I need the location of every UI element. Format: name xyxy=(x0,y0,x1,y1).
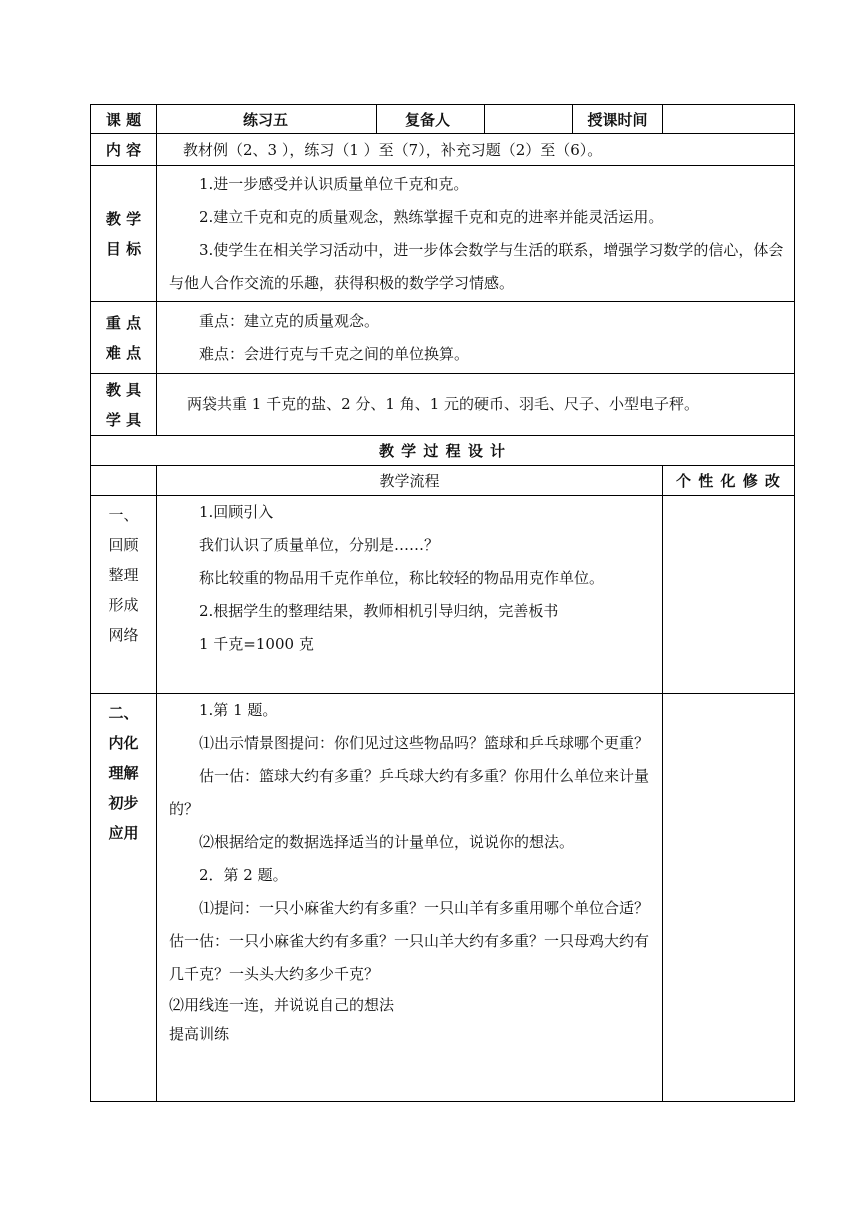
section-2-notes xyxy=(663,694,795,1102)
keypoint-2: 难点：会进行克与千克之间的单位换算。 xyxy=(199,344,470,363)
topic-value: 练习五 xyxy=(157,105,377,134)
time-label: 授课时间 xyxy=(573,105,663,134)
section-1-line: 1 千克=1000 克 xyxy=(199,635,314,653)
tools-label-line-2: 学 具 xyxy=(105,410,142,429)
section-2-label-line: 应用 xyxy=(108,824,139,842)
section-1-notes xyxy=(663,496,795,694)
objective-1: 1.进一步感受并认识质量单位千克和克。 xyxy=(199,174,469,193)
personal-header: 个 性 化 修 改 xyxy=(663,466,795,496)
section-2-body xyxy=(157,694,663,1102)
objective-2: 2.建立千克和克的质量观念，熟练掌握千克和克的进率并能灵活运用。 xyxy=(199,207,664,226)
objectives-label xyxy=(91,166,157,302)
tools-text: 两袋共重 1 千克的盐、2 分、1 角、1 元的硬币、羽毛、尺子、小型电子秤。 xyxy=(157,374,795,436)
keypoints-row xyxy=(91,302,795,374)
keypoint-1: 重点：建立克的质量观念。 xyxy=(199,311,380,330)
section-2-label-line: 内化 xyxy=(108,734,139,752)
section-1-label-line: 网络 xyxy=(108,626,139,644)
process-header-blank xyxy=(91,466,157,496)
preparer-value xyxy=(485,105,573,134)
design-title-row xyxy=(91,436,795,466)
section-2-line: ⑴出示情景图提问：你们见过这些物品吗？篮球和乒乓球哪个更重？ xyxy=(199,734,650,752)
objective-3: 3.使学生在相关学习活动中，进一步体会数学与生活的联系，增强学习数学的信心，体会与他人合作交流的乐趣，获得积极的数学学习情感。 xyxy=(169,240,784,292)
keypoints-label-line-2: 难 点 xyxy=(105,343,142,362)
keypoints-label xyxy=(91,302,157,374)
content-text: 教材例（2、3 ），练习（1 ）至（7），补充习题（2）至（6）。 xyxy=(157,134,795,166)
tools-label-line-1: 教 具 xyxy=(105,380,142,399)
section-1-label-line: 回顾 xyxy=(108,536,139,554)
section-1-body xyxy=(157,496,663,694)
objectives-label-line-2: 目 标 xyxy=(105,239,142,258)
section-2-line: 1.第 1 题。 xyxy=(199,701,278,719)
section-2-label-line: 二、 xyxy=(108,704,139,722)
lesson-plan-table xyxy=(90,104,795,1102)
content-row xyxy=(91,134,795,166)
tools-label xyxy=(91,374,157,436)
topic-label: 课 题 xyxy=(91,105,157,134)
design-title: 教 学 过 程 设 计 xyxy=(91,436,795,466)
section-2-label-line: 初步 xyxy=(108,794,139,812)
section-1-label xyxy=(91,496,157,694)
section-1-line: 2.根据学生的整理结果，教师相机引导归纳，完善板书 xyxy=(199,602,559,620)
section-1-label-line: 形成 xyxy=(108,596,139,614)
section-2-plain-line: 提高训练 xyxy=(169,1025,230,1043)
time-value xyxy=(663,105,795,134)
section-2-plain-line: ⑵用线连一连，并说说自己的想法 xyxy=(169,996,395,1014)
section-2-label xyxy=(91,694,157,1102)
section-1-line: 我们认识了质量单位，分别是……？ xyxy=(199,536,440,554)
section-2-line: 2．第 2 题。 xyxy=(199,866,288,884)
section-2-row xyxy=(91,694,795,1102)
process-header-row xyxy=(91,466,795,496)
section-2-line: ⑵根据给定的数据选择适当的计量单位，说说你的想法。 xyxy=(199,833,575,851)
section-1-line: 称比较重的物品用千克作单位，称比较轻的物品用克作单位。 xyxy=(199,569,605,587)
section-1-label-line: 一、 xyxy=(108,506,139,524)
section-2-line: 估一估：篮球大约有多重？乒乓球大约有多重？你用什么单位来计量的？ xyxy=(169,767,650,818)
preparer-label: 复备人 xyxy=(377,105,485,134)
objectives-body xyxy=(157,166,795,302)
header-row xyxy=(91,105,795,134)
section-1-line: 1.回顾引入 xyxy=(199,503,274,521)
section-2-line: ⑴提问：一只小麻雀大约有多重？一只山羊有多重用哪个单位合适？估一估：一只小麻雀大约有多重？一只山羊大约有多重？一只母鸡大约有几千克？一头头大约多少千克？ xyxy=(169,899,650,983)
section-1-label-line: 整理 xyxy=(108,566,139,584)
flow-header: 教学流程 xyxy=(157,466,663,496)
keypoints-label-line-1: 重 点 xyxy=(105,313,142,332)
objectives-label-line-1: 教 学 xyxy=(105,209,142,228)
section-1-row xyxy=(91,496,795,694)
keypoints-body xyxy=(157,302,795,374)
objectives-row xyxy=(91,166,795,302)
section-2-label-line: 理解 xyxy=(108,764,139,782)
content-label: 内 容 xyxy=(91,134,157,166)
tools-row xyxy=(91,374,795,436)
